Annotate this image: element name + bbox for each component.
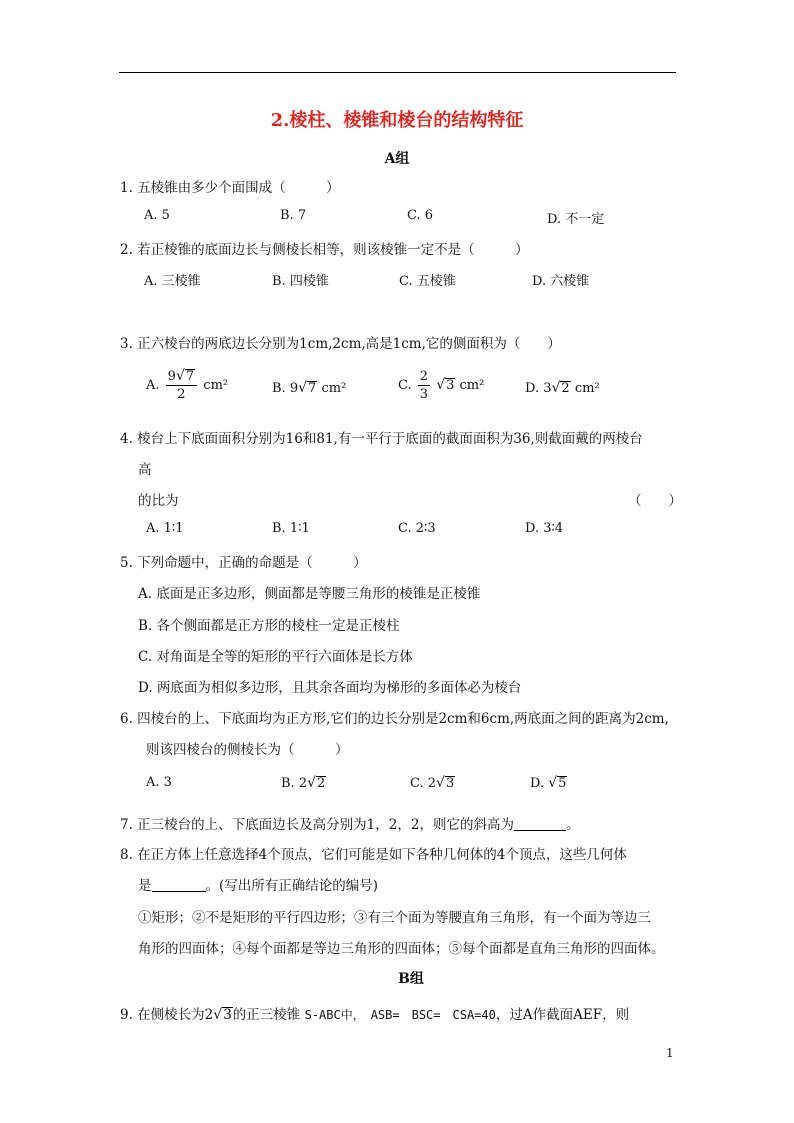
q2-option-d: D. 六棱锥 (532, 274, 590, 289)
q5-option-c: C. 对角面是全等的矩形的平行六面体是长方体 (138, 649, 413, 665)
q4-option-b: B. 1∶1 (272, 521, 310, 536)
q3-option-b: B. 9√7 cm² (272, 380, 347, 396)
fraction: $\frac{2}{3}$ (419, 369, 429, 402)
answer-blank (514, 818, 566, 831)
q3-option-c: C. $\frac{2}{3}$ √3 cm² (398, 369, 485, 402)
q8-stem-cont: 是 。(写出所有正确结论的编号) (138, 878, 379, 894)
q7-stem: 7. 正三棱台的上、下底面边长及高分别为1，2，2，则它的斜高为 。 (120, 817, 580, 833)
q3-option-a: A. $\frac{9√7}{2}$ cm² (146, 368, 229, 402)
q6-option-d: D. √5 (530, 775, 567, 791)
answer-blank (152, 879, 206, 892)
q5-option-a: A. 底面是正多边形，侧面都是等腰三角形的棱锥是正棱锥 (138, 586, 481, 602)
q1-stem: 1. 五棱锥由多少个面围成（ ） (120, 180, 340, 196)
q9-stem: 9. 在侧棱长为2√3的正三棱锥 S-ABC中， ASB= BSC= CSA=40，过A作截面AEF，则 (120, 1007, 630, 1023)
q6-option-a: A. 3 (146, 775, 172, 790)
q8-choices-line2: 角形的四面体；④每个面都是等边三角形的四面体；⑤每个面都是直角三角形的四面体。 (138, 941, 665, 957)
group-b-heading: B组 (398, 971, 424, 987)
q6-option-c: C. 2√3 (410, 775, 455, 791)
q4-option-a: A. 1∶1 (146, 521, 184, 536)
page-title: 2.棱柱、棱锥和棱台的结构特征 (270, 110, 524, 131)
q4-answer-paren: （ ） (628, 493, 682, 509)
q5-stem: 5. 下列命题中，正确的命题是（ ） (120, 555, 367, 571)
q4-option-c: C. 2∶3 (398, 521, 436, 536)
q2-option-a: A. 三棱锥 (144, 274, 201, 289)
q5-option-d: D. 两底面为相似多边形，且其余各面均为梯形的多面体必为棱台 (138, 680, 522, 696)
q2-option-b: B. 四棱锥 (272, 274, 329, 289)
page-number: 1 (666, 1046, 674, 1060)
q1-option-c: C. 6 (407, 208, 434, 223)
q2-stem: 2. 若正棱锥的底面边长与侧棱长相等，则该棱锥一定不是（ ） (120, 242, 529, 258)
q5-option-b: B. 各个侧面都是正方形的棱柱一定是正棱柱 (138, 618, 400, 634)
fraction: $\frac{9√7}{2}$ (166, 368, 197, 403)
q4-stem-cont: 高 (138, 462, 152, 478)
q8-stem: 8. 在正方体上任意选择4个顶点，它们可能是如下各种几何体的4个顶点，这些几何体 (120, 847, 627, 863)
q4-option-d: D. 3∶4 (525, 521, 564, 536)
group-a-heading: A组 (384, 151, 410, 167)
q1-option-d: D. 不一定 (547, 212, 605, 227)
q6-option-b: B. 2√2 (281, 775, 326, 791)
q6-stem: 6. 四棱台的上、下底面均为正方形,它们的边长分别是2cm和6cm,两底面之间的距离为2cm, (120, 711, 669, 727)
q8-choices-line1: ①矩形；②不是矩形的平行四边形；③有三个面为等腰直角三角形，有一个面为等边三 (138, 910, 651, 926)
q4-stem-cont2: 的比为 (138, 493, 179, 509)
q6-stem-cont: 则该四棱台的侧棱长为（ ） (146, 742, 349, 758)
header-rule (119, 72, 676, 73)
q3-stem: 3. 正六棱台的两底边长分别为1cm,2cm,高是1cm,它的侧面积为（ ） (120, 336, 561, 352)
q2-option-c: C. 五棱锥 (399, 274, 456, 289)
q1-option-b: B. 7 (280, 208, 307, 223)
q3-option-d: D. 3√2 cm² (525, 380, 600, 396)
q4-stem: 4. 棱台上下底面面积分别为16和81,有一平行于底面的截面面积为36,则截面戴的两棱台 (120, 431, 643, 447)
q1-option-a: A. 5 (144, 208, 170, 223)
